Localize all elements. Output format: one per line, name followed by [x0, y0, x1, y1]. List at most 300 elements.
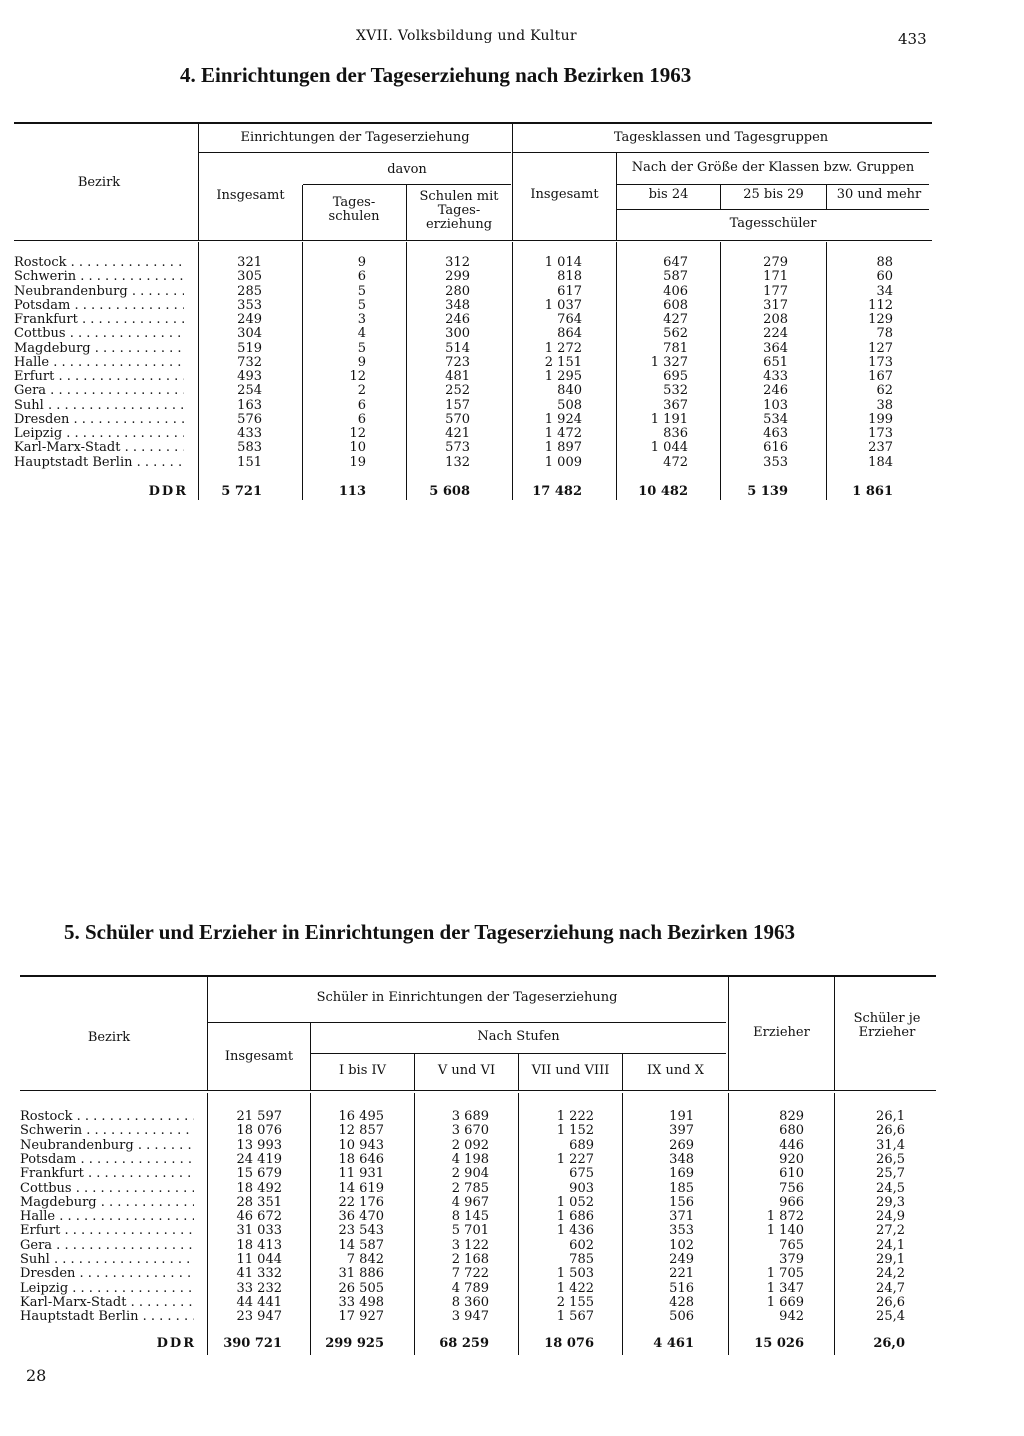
table-row — [14, 456, 932, 470]
table-cell: 8 145 — [451, 1209, 489, 1225]
table-cell: 24,7 — [876, 1280, 905, 1296]
table-cell: 163 — [237, 397, 262, 413]
table-cell: 1 567 — [556, 1309, 594, 1325]
table-cell: 353 — [669, 1223, 694, 1239]
table-cell: 31 886 — [338, 1266, 384, 1282]
table-cell: 46 672 — [236, 1209, 282, 1225]
table-cell: 33 498 — [338, 1294, 384, 1310]
table-cell: 732 — [237, 354, 262, 370]
table-cell: 829 — [779, 1109, 804, 1124]
table-cell: 249 — [237, 312, 262, 327]
table-cell: 24,9 — [876, 1209, 905, 1225]
total-cell: 17 482 — [532, 484, 582, 499]
table-row — [20, 1124, 936, 1138]
table-row — [20, 1182, 936, 1196]
table-cell: 305 — [237, 269, 262, 285]
table-row — [20, 1253, 936, 1267]
table4-title: 4. Einrichtungen der Tageserziehung nach Bezirken 1963 — [180, 63, 692, 87]
table-cell: 25,7 — [876, 1166, 905, 1182]
table-cell: 1 347 — [766, 1280, 804, 1296]
table-cell: 1 140 — [766, 1223, 804, 1239]
table-cell: 129 — [868, 312, 893, 327]
table-cell: 33 232 — [236, 1280, 282, 1296]
bezirk-name: Suhl . . . — [14, 399, 184, 413]
table-cell: 208 — [763, 312, 788, 327]
total-cell: 1 861 — [852, 484, 893, 499]
table-cell: 5 — [357, 297, 366, 313]
table-cell: 2 785 — [451, 1180, 489, 1196]
table-cell: 9 — [357, 354, 366, 370]
table-cell: 169 — [669, 1166, 694, 1182]
table-cell: 864 — [557, 326, 582, 342]
table-cell: 608 — [663, 297, 688, 313]
table-cell: 695 — [663, 369, 688, 384]
total-label: DDR — [156, 1336, 196, 1351]
table-cell: 3 — [357, 312, 366, 327]
table-row — [14, 256, 932, 270]
table-cell: 1 924 — [544, 411, 582, 427]
table-cell: 16 495 — [338, 1109, 384, 1124]
table-cell: 29,3 — [876, 1194, 905, 1210]
bezirk-name: Erfurt . . . — [14, 370, 184, 384]
table-row — [14, 384, 932, 398]
table-cell: 2 904 — [451, 1166, 489, 1182]
table-cell: 88 — [876, 255, 893, 270]
table-cell: 675 — [569, 1166, 594, 1182]
table-cell: 5 — [357, 283, 366, 299]
table-cell: 1 705 — [766, 1266, 804, 1282]
total-cell: 68 259 — [439, 1336, 489, 1351]
table-cell: 4 789 — [451, 1280, 489, 1296]
table-cell: 9 — [357, 255, 366, 270]
table-cell: 3 689 — [451, 1109, 489, 1124]
table-cell: 942 — [779, 1309, 804, 1325]
table-cell: 4 967 — [451, 1194, 489, 1210]
table-cell: 36 470 — [338, 1209, 384, 1225]
table-row — [14, 285, 932, 299]
t5-header-schueler-je: Schüler je Erzieher — [853, 1011, 921, 1040]
table-cell: 1 669 — [766, 1294, 804, 1310]
table-cell: 26,5 — [876, 1151, 905, 1167]
table-cell: 1 295 — [544, 369, 582, 384]
t4-header-davon: davon — [387, 162, 427, 177]
table-cell: 840 — [557, 383, 582, 399]
table-cell: 127 — [868, 340, 893, 356]
table-cell: 26,6 — [876, 1123, 905, 1139]
bezirk-name: Magdeburg . . . — [14, 342, 184, 356]
t5-header-stufe-4: IX und X — [647, 1063, 704, 1078]
table-row — [20, 1267, 936, 1281]
bezirk-name: Magdeburg . . . — [20, 1196, 194, 1210]
table-cell: 252 — [445, 383, 470, 399]
table-cell: 10 943 — [338, 1137, 384, 1153]
table-cell: 508 — [557, 397, 582, 413]
t4-header-tagesschueler: Tagesschüler — [729, 216, 817, 231]
table-cell: 1 052 — [556, 1194, 594, 1210]
t4-header-schulen-mit: Schulen mit Tages- erziehung — [419, 189, 499, 232]
table-row — [20, 1210, 936, 1224]
table-cell: 78 — [876, 326, 893, 342]
table-cell: 60 — [876, 269, 893, 285]
table-cell: 41 332 — [236, 1266, 282, 1282]
table-cell: 199 — [868, 411, 893, 427]
table-row — [20, 1167, 936, 1181]
table-cell: 427 — [663, 312, 688, 327]
t4-header-group1: Einrichtungen der Tageserziehung — [240, 130, 470, 145]
table-row — [20, 1110, 936, 1124]
table-cell: 24,5 — [876, 1180, 905, 1196]
table-row — [14, 356, 932, 370]
table-cell: 689 — [569, 1137, 594, 1153]
total-cell: 5 608 — [429, 484, 470, 499]
table-cell: 280 — [445, 283, 470, 299]
table-cell: 616 — [763, 440, 788, 456]
table-cell: 38 — [876, 397, 893, 413]
table-cell: 17 927 — [338, 1309, 384, 1325]
t4-header-group2: Tagesklassen und Tagesgruppen — [613, 130, 829, 145]
table-cell: 4 198 — [451, 1151, 489, 1167]
table-row — [14, 399, 932, 413]
bezirk-name: Hauptstadt Berlin . . . — [14, 456, 184, 470]
table-cell: 532 — [663, 383, 688, 399]
bezirk-name: Karl-Marx-Stadt . . . — [14, 441, 184, 455]
table-cell: 13 993 — [236, 1137, 282, 1153]
t4-header-30plus: 30 und mehr — [836, 187, 922, 202]
table-cell: 24 419 — [236, 1151, 282, 1167]
table-cell: 348 — [669, 1151, 694, 1167]
total-cell: 10 482 — [638, 484, 688, 499]
table-row — [14, 327, 932, 341]
table-cell: 6 — [357, 269, 366, 285]
total-row — [20, 1337, 936, 1351]
bezirk-name: Halle . . . — [14, 356, 184, 370]
table-cell: 11 044 — [236, 1252, 282, 1267]
table-cell: 781 — [663, 340, 688, 356]
table-cell: 18 492 — [236, 1180, 282, 1196]
t4-header-insgesamt1: Insgesamt — [216, 188, 285, 203]
table-cell: 920 — [779, 1151, 804, 1167]
table-cell: 14 587 — [338, 1237, 384, 1253]
table-cell: 6 — [357, 411, 366, 427]
table-cell: 348 — [445, 297, 470, 313]
table-cell: 4 — [357, 326, 366, 342]
table-cell: 1 897 — [544, 440, 582, 456]
table-cell: 62 — [876, 383, 893, 399]
bezirk-name: Neubrandenburg . . . — [20, 1139, 194, 1153]
table-cell: 24,1 — [876, 1237, 905, 1253]
table-cell: 433 — [237, 426, 262, 441]
table-cell: 433 — [763, 369, 788, 384]
table-cell: 966 — [779, 1194, 804, 1210]
table-cell: 576 — [237, 411, 262, 427]
table-row — [20, 1239, 936, 1253]
table-cell: 167 — [868, 369, 893, 384]
table-cell: 1 037 — [544, 297, 582, 313]
table-cell: 26,1 — [876, 1109, 905, 1124]
table-cell: 246 — [445, 312, 470, 327]
table-cell: 103 — [763, 397, 788, 413]
table-cell: 317 — [763, 297, 788, 313]
table-cell: 534 — [763, 411, 788, 427]
bezirk-name: Dresden . . . — [20, 1267, 194, 1281]
table-cell: 1 327 — [650, 354, 688, 370]
table-cell: 583 — [237, 440, 262, 456]
table-row — [14, 313, 932, 327]
total-cell: 15 026 — [754, 1336, 804, 1351]
table-cell: 249 — [669, 1252, 694, 1267]
bezirk-name: Gera . . . — [14, 384, 184, 398]
table-row — [14, 342, 932, 356]
table-cell: 102 — [669, 1237, 694, 1253]
bezirk-name: Schwerin . . . — [14, 270, 184, 284]
table-cell: 23 543 — [338, 1223, 384, 1239]
table-cell: 723 — [445, 354, 470, 370]
page-number: 433 — [898, 30, 927, 48]
table-cell: 14 619 — [338, 1180, 384, 1196]
table-cell: 12 — [349, 369, 366, 384]
bezirk-name: Karl-Marx-Stadt . . . — [20, 1296, 194, 1310]
table-cell: 18 413 — [236, 1237, 282, 1253]
bezirk-name: Dresden . . . — [14, 413, 184, 427]
table-cell: 1 686 — [556, 1209, 594, 1225]
table-cell: 573 — [445, 440, 470, 456]
table-cell: 446 — [779, 1137, 804, 1153]
footer-number: 28 — [26, 1366, 47, 1385]
table-cell: 25,4 — [876, 1309, 905, 1325]
t5-header-group: Schüler in Einrichtungen der Tageserziehung — [316, 990, 618, 1005]
table-cell: 353 — [763, 454, 788, 470]
table-row — [14, 413, 932, 427]
table-cell: 26,6 — [876, 1294, 905, 1310]
total-row — [14, 485, 932, 499]
table-cell: 519 — [237, 340, 262, 356]
table-cell: 463 — [763, 426, 788, 441]
t4-header-nach-groesse: Nach der Größe der Klassen bzw. Gruppen — [631, 160, 915, 175]
table-cell: 587 — [663, 269, 688, 285]
table-cell: 651 — [763, 354, 788, 370]
table-row — [20, 1282, 936, 1296]
table-cell: 2 155 — [556, 1294, 594, 1310]
table-cell: 836 — [663, 426, 688, 441]
t5-header-erzieher: Erzieher — [753, 1025, 810, 1040]
t4-header-25-29: 25 bis 29 — [743, 187, 804, 202]
table-cell: 2 092 — [451, 1137, 489, 1153]
table-cell: 1 222 — [556, 1109, 594, 1124]
table-cell: 7 842 — [346, 1252, 384, 1267]
table-cell: 1 422 — [556, 1280, 594, 1296]
table-cell: 34 — [876, 283, 893, 299]
table-cell: 903 — [569, 1180, 594, 1196]
table-cell: 21 597 — [236, 1109, 282, 1124]
total-cell: 299 925 — [325, 1336, 384, 1351]
table-cell: 31 033 — [236, 1223, 282, 1239]
bezirk-name: Leipzig . . . — [20, 1282, 194, 1296]
table-cell: 18 076 — [236, 1123, 282, 1139]
table-cell: 299 — [445, 269, 470, 285]
table-cell: 157 — [445, 397, 470, 413]
table-cell: 610 — [779, 1166, 804, 1182]
table-cell: 44 441 — [236, 1294, 282, 1310]
bezirk-name: Cottbus . . . — [20, 1182, 194, 1196]
table-cell: 3 122 — [451, 1237, 489, 1253]
table-cell: 28 351 — [236, 1194, 282, 1210]
table-row — [14, 299, 932, 313]
table-cell: 514 — [445, 340, 470, 356]
total-cell: 5 721 — [221, 484, 262, 499]
table-cell: 472 — [663, 454, 688, 470]
table-cell: 173 — [868, 426, 893, 441]
table-cell: 680 — [779, 1123, 804, 1139]
total-label: DDR — [148, 484, 188, 499]
table-row — [20, 1196, 936, 1210]
bezirk-name: Halle . . . — [20, 1210, 194, 1224]
table-row — [14, 427, 932, 441]
table-cell: 246 — [763, 383, 788, 399]
table-cell: 481 — [445, 369, 470, 384]
table-cell: 1 872 — [766, 1209, 804, 1225]
table-cell: 177 — [763, 283, 788, 299]
table-cell: 493 — [237, 369, 262, 384]
table-row — [20, 1296, 936, 1310]
table-cell: 2 151 — [544, 354, 582, 370]
table-cell: 397 — [669, 1123, 694, 1139]
t4-header-insgesamt2: Insgesamt — [530, 187, 599, 202]
t4-header-bis24: bis 24 — [648, 187, 689, 202]
table-cell: 785 — [569, 1252, 594, 1267]
table-cell: 8 360 — [451, 1294, 489, 1310]
table-cell: 1 436 — [556, 1223, 594, 1239]
table-cell: 367 — [663, 397, 688, 413]
bezirk-name: Erfurt . . . — [20, 1224, 194, 1238]
table-cell: 300 — [445, 326, 470, 342]
table-cell: 1 044 — [650, 440, 688, 456]
table-cell: 2 — [357, 383, 366, 399]
table-cell: 1 191 — [650, 411, 688, 427]
t5-header-stufe-1: I bis IV — [338, 1063, 387, 1078]
table-cell: 18 646 — [338, 1151, 384, 1167]
table-cell: 112 — [868, 297, 893, 313]
table-cell: 602 — [569, 1237, 594, 1253]
table-cell: 1 009 — [544, 454, 582, 470]
bezirk-name: Frankfurt . . . — [14, 313, 184, 327]
t5-header-insgesamt: Insgesamt — [224, 1049, 294, 1064]
table-row — [14, 441, 932, 455]
table-row — [14, 270, 932, 284]
table-cell: 516 — [669, 1280, 694, 1296]
total-cell: 390 721 — [223, 1336, 282, 1351]
table-cell: 12 — [349, 426, 366, 441]
total-cell: 18 076 — [544, 1336, 594, 1351]
t5-header-nach-stufen: Nach Stufen — [477, 1029, 560, 1044]
t4-header-tagesschulen: Tages- schulen — [328, 195, 380, 224]
table-cell: 1 014 — [544, 255, 582, 270]
table-cell: 379 — [779, 1252, 804, 1267]
table-cell: 184 — [868, 454, 893, 470]
table-cell: 617 — [557, 283, 582, 299]
table-cell: 151 — [237, 454, 262, 470]
bezirk-name: Rostock . . . — [14, 256, 184, 270]
table-cell: 321 — [237, 255, 262, 270]
table-cell: 364 — [763, 340, 788, 356]
table-cell: 156 — [669, 1194, 694, 1210]
table-cell: 279 — [763, 255, 788, 270]
table-cell: 269 — [669, 1137, 694, 1153]
table-cell: 1 503 — [556, 1266, 594, 1282]
table-cell: 5 — [357, 340, 366, 356]
table-cell: 11 931 — [338, 1166, 384, 1182]
t5-header-bezirk: Bezirk — [87, 1030, 131, 1045]
table-cell: 173 — [868, 354, 893, 370]
table-cell: 224 — [763, 326, 788, 342]
table-cell: 132 — [445, 454, 470, 470]
bezirk-name: Neubrandenburg . . . — [14, 285, 184, 299]
table-cell: 171 — [763, 269, 788, 285]
table-cell: 5 701 — [451, 1223, 489, 1239]
table-cell: 3 947 — [451, 1309, 489, 1325]
table5-title: 5. Schüler und Erzieher in Einrichtungen der Tageserziehung nach Bezirken 1963 — [64, 920, 795, 944]
table-cell: 254 — [237, 383, 262, 399]
table-cell: 353 — [237, 297, 262, 313]
table-cell: 1 472 — [544, 426, 582, 441]
table-cell: 23 947 — [236, 1309, 282, 1325]
table-cell: 764 — [557, 312, 582, 327]
table-cell: 647 — [663, 255, 688, 270]
table-cell: 1 152 — [556, 1123, 594, 1139]
table-cell: 421 — [445, 426, 470, 441]
table-cell: 19 — [349, 454, 366, 470]
table-row — [14, 370, 932, 384]
bezirk-name: Schwerin . . . — [20, 1124, 194, 1138]
table-cell: 24,2 — [876, 1266, 905, 1282]
table-row — [20, 1310, 936, 1324]
table-cell: 3 670 — [451, 1123, 489, 1139]
table-cell: 26 505 — [338, 1280, 384, 1296]
bezirk-name: Gera . . . — [20, 1239, 194, 1253]
table-cell: 15 679 — [236, 1166, 282, 1182]
table-cell: 191 — [669, 1109, 694, 1124]
bezirk-name: Rostock . . . — [20, 1110, 194, 1124]
t5-header-stufe-2: V und VI — [437, 1063, 496, 1078]
table-cell: 221 — [669, 1266, 694, 1282]
table-cell: 285 — [237, 283, 262, 299]
table-cell: 506 — [669, 1309, 694, 1325]
table-cell: 1 272 — [544, 340, 582, 356]
table-row — [20, 1153, 936, 1167]
table-cell: 2 168 — [451, 1252, 489, 1267]
bezirk-name: Leipzig . . . — [14, 427, 184, 441]
table-cell: 22 176 — [338, 1194, 384, 1210]
table-cell: 562 — [663, 326, 688, 342]
table-cell: 10 — [349, 440, 366, 456]
t5-header-stufe-3: VII und VIII — [531, 1063, 610, 1078]
table-cell: 312 — [445, 255, 470, 270]
table-cell: 27,2 — [876, 1223, 905, 1239]
table-row — [20, 1224, 936, 1238]
table-cell: 818 — [557, 269, 582, 285]
table-cell: 185 — [669, 1180, 694, 1196]
table-cell: 570 — [445, 411, 470, 427]
bezirk-name: Potsdam . . . — [20, 1153, 194, 1167]
total-cell: 26,0 — [873, 1336, 905, 1351]
table-cell: 7 722 — [451, 1266, 489, 1282]
bezirk-name: Frankfurt . . . — [20, 1167, 194, 1181]
total-cell: 113 — [338, 484, 366, 499]
bezirk-name: Hauptstadt Berlin . . . — [20, 1310, 194, 1324]
table-cell: 12 857 — [338, 1123, 384, 1139]
total-cell: 5 139 — [747, 484, 788, 499]
table-cell: 6 — [357, 397, 366, 413]
table-cell: 31,4 — [876, 1137, 905, 1153]
